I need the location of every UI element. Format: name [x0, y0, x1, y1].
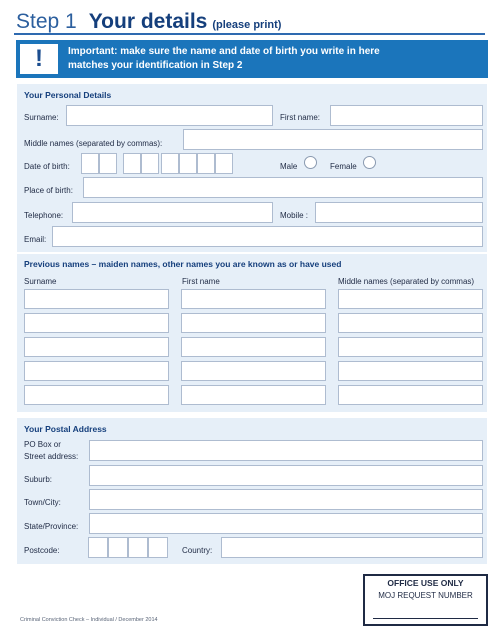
postcode-label: Postcode: — [24, 546, 60, 555]
footer-text: Criminal Conviction Check – Individual / December 2014 — [20, 617, 158, 623]
email-label: Email: — [24, 235, 47, 244]
suburb-input[interactable] — [89, 465, 483, 486]
surname-label: Surname: — [24, 113, 59, 122]
postcode-digit-4[interactable] — [148, 537, 168, 558]
previous-first-name-input[interactable] — [181, 313, 326, 333]
country-label: Country: — [182, 546, 213, 555]
male-label: Male — [280, 162, 298, 171]
middle-names-input[interactable] — [183, 129, 483, 150]
header-divider — [14, 33, 485, 35]
previous-first-name-input[interactable] — [181, 337, 326, 357]
dob-year-digit-3[interactable] — [197, 153, 215, 174]
dob-day-digit-1[interactable] — [81, 153, 99, 174]
dob-month-digit-1[interactable] — [123, 153, 141, 174]
state-province-label: State/Province: — [24, 522, 79, 531]
state-province-input[interactable] — [89, 513, 483, 534]
previous-surname-input[interactable] — [24, 385, 169, 405]
street-address-input[interactable] — [89, 440, 483, 461]
personal-details-section — [17, 84, 487, 252]
town-city-input[interactable] — [89, 489, 483, 510]
dob-year-digit-2[interactable] — [179, 153, 197, 174]
notice-line-2: matches your identification in Step 2 — [68, 60, 243, 71]
office-use-title: OFFICE USE ONLY — [387, 578, 464, 588]
previous-middle-names-input[interactable] — [338, 385, 483, 405]
previous-first-name-input[interactable] — [181, 361, 326, 381]
page-header — [16, 6, 281, 32]
notice-line-1: Important: make sure the name and date of birth you write in here — [68, 46, 380, 57]
dob-year-digit-4[interactable] — [215, 153, 233, 174]
postcode-digit-1[interactable] — [88, 537, 108, 558]
dob-day-digit-2[interactable] — [99, 153, 117, 174]
dob-month-digit-2[interactable] — [141, 153, 159, 174]
col-surname-header: Surname — [24, 277, 57, 286]
previous-middle-names-input[interactable] — [338, 361, 483, 381]
dob-label: Date of birth: — [24, 162, 70, 171]
col-first-name-header: First name — [182, 277, 220, 286]
middle-names-label: Middle names (separated by commas): — [24, 139, 163, 148]
telephone-label: Telephone: — [24, 211, 64, 220]
female-radio[interactable] — [363, 156, 376, 169]
postcode-digit-2[interactable] — [108, 537, 128, 558]
previous-first-name-input[interactable] — [181, 385, 326, 405]
previous-surname-input[interactable] — [24, 289, 169, 309]
female-label: Female — [330, 162, 357, 171]
previous-middle-names-input[interactable] — [338, 289, 483, 309]
previous-middle-names-input[interactable] — [338, 313, 483, 333]
page-title: Your details — [88, 10, 208, 33]
town-city-label: Town/City: — [24, 498, 61, 507]
step-label: Step 1 — [16, 10, 77, 33]
previous-surname-input[interactable] — [24, 313, 169, 333]
first-name-input[interactable] — [330, 105, 483, 126]
first-name-label: First name: — [280, 113, 321, 122]
exclamation-icon: ! — [20, 44, 58, 74]
office-use-box — [363, 574, 488, 626]
mobile-label: Mobile : — [280, 211, 309, 220]
previous-surname-input[interactable] — [24, 361, 169, 381]
important-notice — [16, 40, 488, 78]
suburb-label: Suburb: — [24, 475, 53, 484]
po-box-label-line-2: Street address: — [24, 452, 79, 461]
personal-details-title: Your Personal Details — [24, 90, 112, 100]
po-box-label-line-1: PO Box or — [24, 440, 61, 449]
place-of-birth-input[interactable] — [83, 177, 483, 198]
place-of-birth-label: Place of birth: — [24, 186, 73, 195]
email-input[interactable] — [52, 226, 483, 247]
dob-year-digit-1[interactable] — [161, 153, 179, 174]
previous-first-name-input[interactable] — [181, 289, 326, 309]
country-input[interactable] — [221, 537, 483, 558]
postcode-digit-3[interactable] — [128, 537, 148, 558]
moj-request-line — [373, 618, 478, 619]
previous-middle-names-input[interactable] — [338, 337, 483, 357]
col-middle-names-header: Middle names (separated by commas) — [338, 277, 475, 286]
notice-text — [68, 45, 478, 73]
postal-address-title: Your Postal Address — [24, 424, 107, 434]
postal-address-section — [17, 418, 487, 564]
previous-names-title: Previous names – maiden names, other names you are known as or have used — [24, 259, 342, 269]
page-subtitle: (please print) — [212, 18, 282, 31]
telephone-input[interactable] — [72, 202, 273, 223]
previous-names-section — [17, 254, 487, 412]
male-radio[interactable] — [304, 156, 317, 169]
surname-input[interactable] — [66, 105, 273, 126]
previous-surname-input[interactable] — [24, 337, 169, 357]
mobile-input[interactable] — [315, 202, 483, 223]
moj-request-label: MOJ REQUEST NUMBER — [378, 591, 473, 600]
